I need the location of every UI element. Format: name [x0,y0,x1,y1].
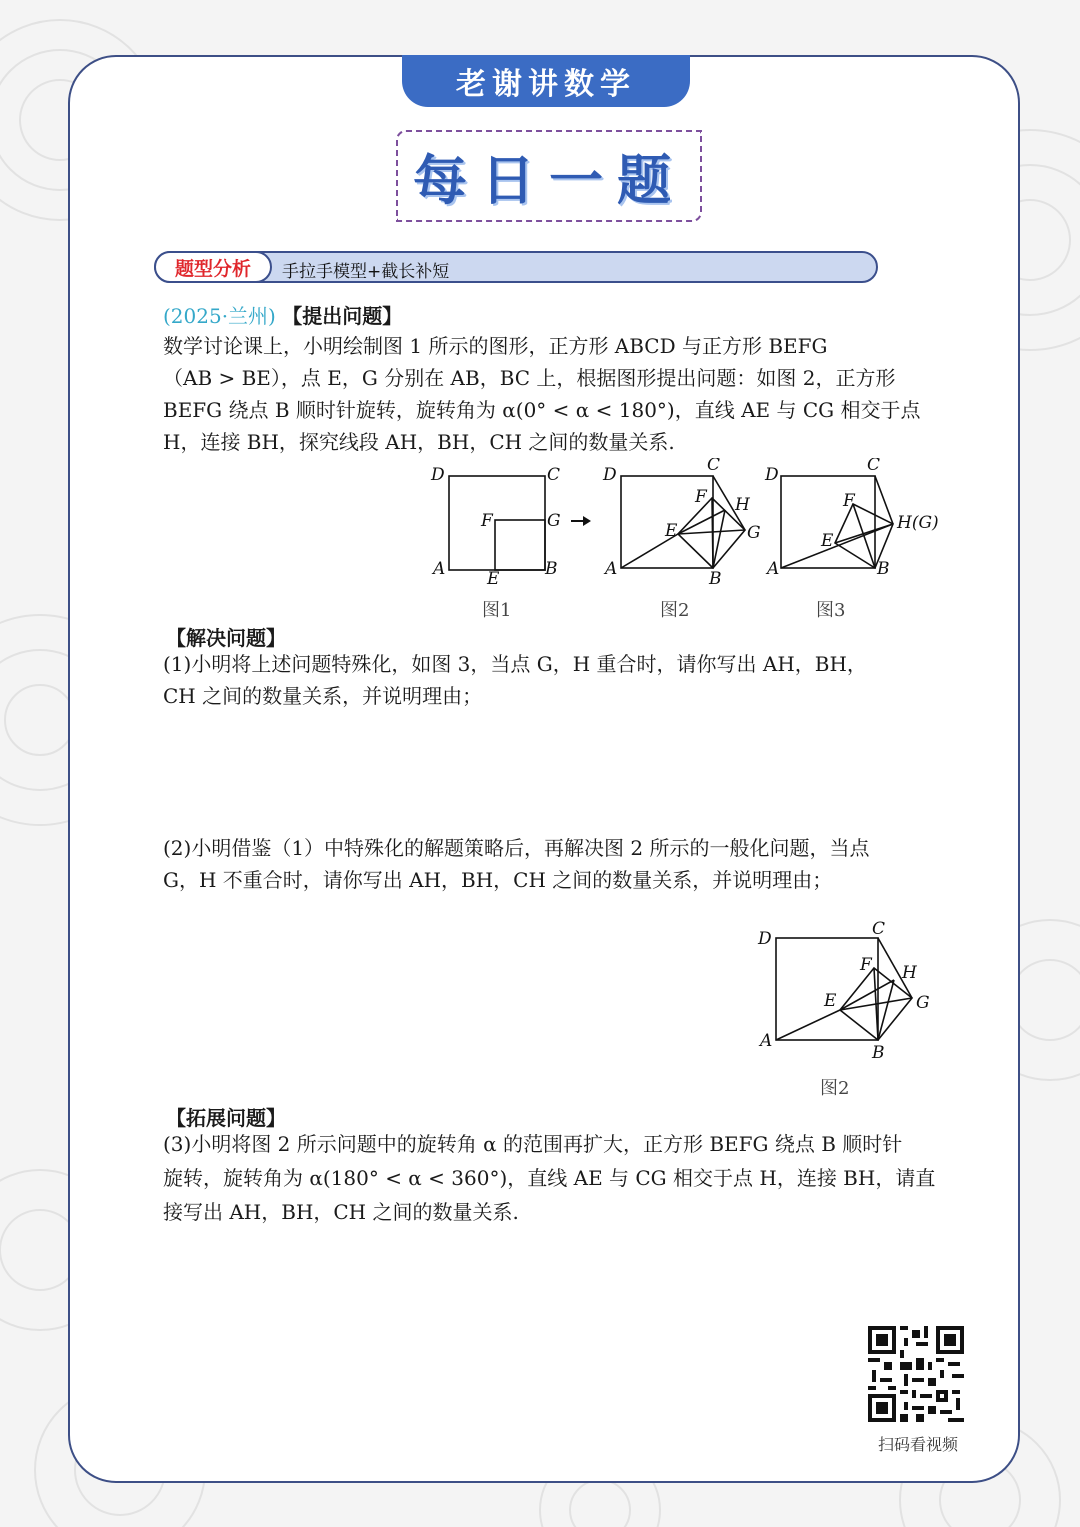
fig1-label-c: C [547,465,561,485]
intro-line: H，连接 BH，探究线段 AH，BH，CH 之间的数量关系. [163,430,675,454]
fig1-label-d: D [431,465,445,485]
section-extend-question: 【拓展问题】 [166,1106,286,1130]
fig1-label-e: E [487,569,500,589]
problem-type-tag: 题型分析 [154,251,272,283]
intro-line: BEFG 绕点 B 顺时针旋转，旋转角为 α(0° < α < 180°)，直线 AE 与 CG 相交于点 [163,398,921,422]
fig3-label-f: F [843,491,855,511]
fig2-label-g: G [747,523,761,543]
fig2-caption: 图2 [660,600,690,621]
q2-line: (2)小明借鉴（1）中特殊化的解题策略后，再解决图 2 所示的一般化问题，当点 [163,836,870,860]
fig2b-label-d: D [758,929,772,949]
fig2b-label-b: B [872,1043,885,1063]
figure-2 [621,476,745,568]
problem-header-line [163,300,943,332]
fig2b-label-f: F [860,955,872,975]
fig2b-label-c: C [872,919,886,939]
q3-line: 旋转，旋转角为 α(180° < α < 360°)，直线 AE 与 CG 相交于点 H，连接 BH，请直 [163,1166,936,1190]
fig3-caption: 图3 [816,600,846,621]
fig2-label-f: F [695,487,707,507]
q1-line: CH 之间的数量关系，并说明理由； [163,684,483,708]
section-solve-question: 【解决问题】 [166,626,286,650]
fig2-label-a: A [605,559,618,579]
problem-type-value: 手拉手模型+截长补短 [282,262,450,282]
page-title: 每日一题 [413,147,685,212]
figure-3 [781,476,893,568]
fig1-label-f: F [481,511,493,531]
q2-line: G，H 不重合时，请你写出 AH，BH，CH 之间的数量关系，并说明理由； [163,868,833,892]
fig2b-label-h: H [902,963,917,983]
problem-source: (2025·兰州) [163,304,276,328]
fig2-label-h: H [735,495,750,515]
fig1-label-g: G [547,511,561,531]
figure-1 [449,476,545,570]
fig3-label-d: D [765,465,779,485]
title-box [396,130,702,222]
figure-2-repeat [752,918,952,1068]
fig3-label-b: B [877,559,890,579]
fig3-label-hg: H(G) [897,513,939,533]
q3-line: (3)小明将图 2 所示问题中的旋转角 α 的范围再扩大，正方形 BEFG 绕点 B 顺时针 [163,1132,903,1156]
fig2b-label-g: G [916,993,930,1013]
fig2-label-d: D [603,465,617,485]
fig2b-label-e: E [824,991,837,1011]
fig1-caption: 图1 [482,600,512,621]
figures-row [425,458,955,593]
fig3-label-e: E [821,531,834,551]
fig2b-caption: 图2 [820,1078,850,1099]
section-raise-question: 【提出问题】 [282,304,403,328]
q1-line: (1)小明将上述问题特殊化，如图 3，当点 G，H 重合时，请你写出 AH，BH， [163,652,867,676]
fig2-label-b: B [709,569,722,589]
fig1-label-b: B [545,559,558,579]
fig2b-label-a: A [760,1031,773,1051]
fig2-label-e: E [665,521,678,541]
fig1-label-a: A [433,559,446,579]
arrow-icon [571,516,591,526]
fig3-label-c: C [867,458,881,475]
brand-tab: 老谢讲数学 [402,55,690,107]
qr-code[interactable] [868,1326,964,1422]
intro-line: 数学讨论课上，小明绘制图 1 所示的图形，正方形 ABCD 与正方形 BEFG [163,334,828,358]
q3-line: 接写出 AH，BH，CH 之间的数量关系. [163,1200,519,1224]
fig3-label-a: A [767,559,780,579]
intro-line: （AB > BE），点 E，G 分别在 AB，BC 上，根据图形提出问题：如图 2，正方形 [163,366,896,390]
problem-type-bar [154,251,878,283]
fig2-label-c: C [707,458,721,475]
qr-label: 扫码看视频 [877,1435,958,1454]
